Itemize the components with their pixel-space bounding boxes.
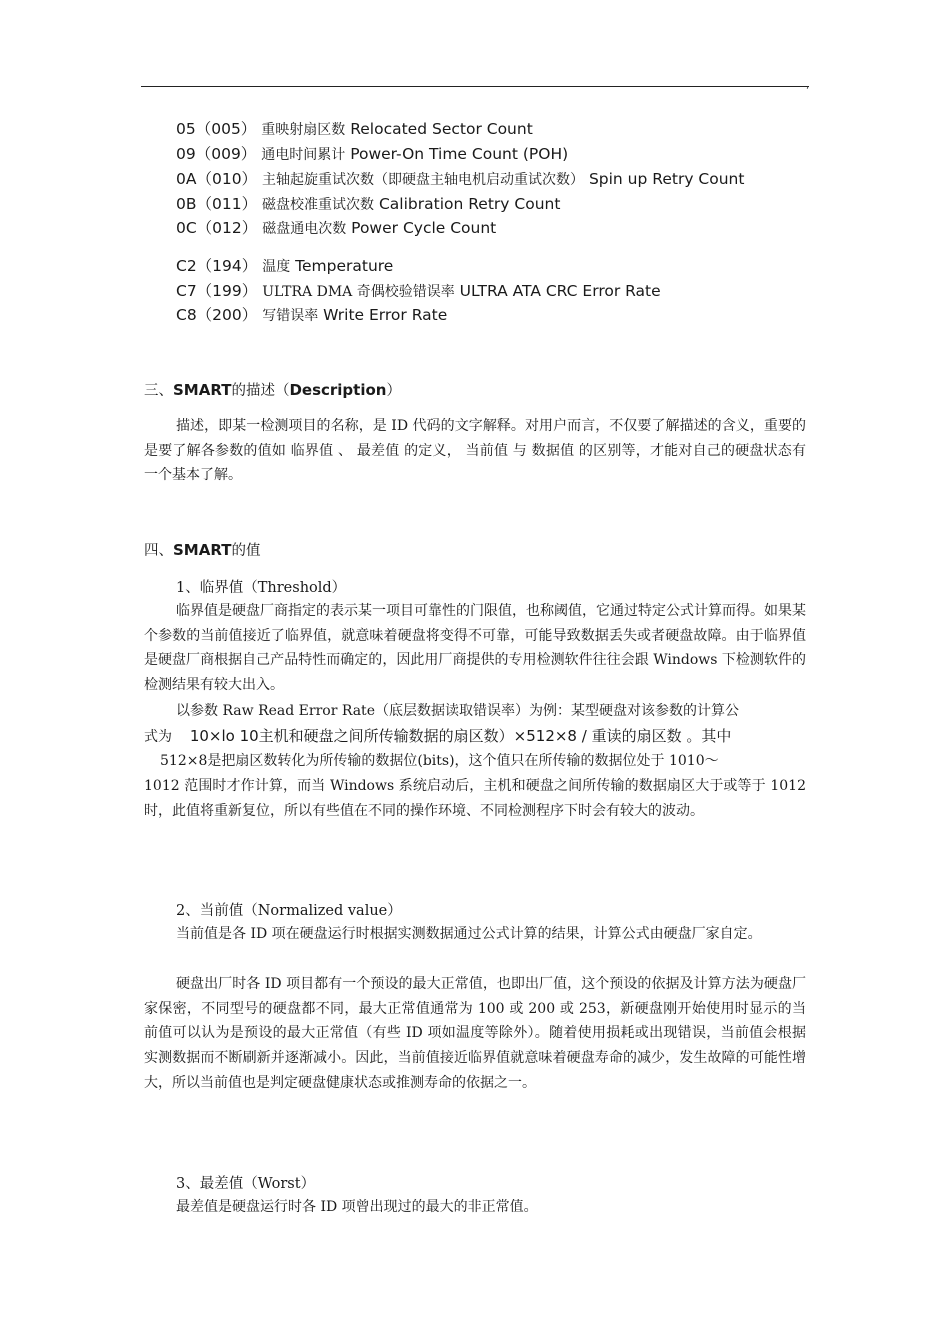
attribute-en: Write Error Rate (323, 306, 448, 324)
description-text: 描述，即某一检测项目的名称，是 ID 代码的文字解释。对用户而言，不仅要了解描述的含义，重要的是要了解各参数的值如 临界值 、 最差值 的定义， 当前值 与 数据值 的区别等，才能对自己的硬盘状态有一个基本了解。 (144, 418, 806, 484)
attribute-en: Temperature (295, 257, 394, 275)
attribute-row (176, 194, 560, 215)
normalized-text-2: 硬盘出厂时各 ID 项目都有一个预设的最大正常值，也即出厂值，这个预设的依据及计算方法为硬盘厂家保密，不同型号的硬盘都不同，最大正常值通常为 100 或 200 或 253，新硬盘刚开始使用时显示的当前值可以认为是预设的最大正常值（有些 ID 项如温度等除外）。随着使用损耗或出现错误，当前值会根据实测数据而不断刷新并逐渐减小。因此，当前值接近临界值就意味着硬盘寿命的减少，发生故障的可能性增大，所以当前值也是判定硬盘健康状态或推测寿命的依据之一。 (144, 976, 806, 1091)
attribute-row (176, 256, 393, 277)
normalized-paragraph-1 (144, 922, 806, 947)
attribute-cn: ULTRA DMA 奇偶校验错误率 (262, 284, 455, 300)
threshold-paragraph-1 (144, 599, 806, 698)
threshold-formula-line3 (160, 749, 810, 774)
threshold-title: 1、临界值（Threshold） (176, 580, 347, 596)
heading-mid: 的描述（ (231, 383, 290, 399)
attribute-code: 09（009） (176, 145, 257, 163)
normalized-paragraph-2 (144, 972, 806, 1096)
attribute-row (176, 144, 568, 165)
attribute-code: C2（194） (176, 257, 258, 275)
heading-suffix: 的值 (231, 543, 261, 559)
heading-bold: SMART (173, 381, 232, 399)
heading-prefix: 三、 (144, 383, 173, 399)
attribute-cn: 磁盘通电次数 (262, 221, 347, 237)
heading-suffix: ） (386, 383, 401, 399)
attribute-en: Power-On Time Count (POH) (350, 145, 569, 163)
threshold-text-1: 临界值是硬盘厂商指定的表示某一项目可靠性的门限值，也称阈值，它通过特定公式计算而得。如果某个参数的当前值接近了临界值，就意味着硬盘将变得不可靠，可能导致数据丢失或者硬盘故障。由于临界值是硬盘厂商根据自己产品特性而确定的，因此用厂商提供的专用检测软件往往会跟 Windows 下检测软件的检测结果有较大出入。 (144, 603, 806, 694)
attribute-row (176, 169, 744, 190)
worst-title: 3、最差值（Worst） (176, 1176, 316, 1192)
attribute-code: C7（199） (176, 282, 258, 300)
attribute-code: 0B（011） (176, 195, 258, 213)
attribute-cn: 磁盘校准重试次数 (262, 197, 375, 213)
attribute-row (176, 119, 533, 140)
threshold-text-2a: 以参数 Raw Read Error Rate（底层数据读取错误率）为例：某型硬盘对该参数的计算公 (176, 703, 739, 719)
threshold-text-2c: 512×8是把扇区数转化为所传输的数据位(bits)，这个值只在所传输的数据位处于 1010～ (160, 753, 719, 769)
description-paragraph (144, 414, 806, 488)
attribute-en: ULTRA ATA CRC Error Rate (459, 282, 661, 300)
heading-prefix: 四、 (144, 543, 173, 559)
attribute-cn: 通电时间累计 (261, 147, 346, 163)
threshold-formula-line1 (144, 699, 806, 724)
attribute-code: C8（200） (176, 306, 258, 324)
attribute-cn: 温度 (262, 259, 291, 275)
normalized-title: 2、当前值（Normalized value） (176, 903, 402, 919)
section-heading-description (144, 379, 401, 400)
header-rule (141, 86, 809, 87)
threshold-paragraph-2-rest (144, 774, 806, 823)
attribute-en: Spin up Retry Count (588, 170, 745, 188)
threshold-text-2b: 式为 (144, 729, 172, 745)
attribute-row (176, 305, 447, 326)
header-mark: , (806, 80, 810, 91)
attribute-row (176, 218, 496, 239)
heading-bold: SMART (173, 541, 232, 559)
attribute-code: 0A（010） (176, 170, 258, 188)
attribute-code: 05（005） (176, 120, 257, 138)
formula-text: 10×lo 10主机和硬盘之间所传输数据的扇区数）×512×8 / 重读的扇区数 。其中 (189, 727, 732, 745)
attribute-cn: 重映射扇区数 (261, 122, 346, 138)
attribute-en: Relocated Sector Count (350, 120, 533, 138)
attribute-cn: 写错误率 (262, 308, 319, 324)
normalized-text-1: 当前值是各 ID 项在硬盘运行时根据实测数据通过公式计算的结果，计算公式由硬盘厂家自定。 (176, 926, 762, 942)
attribute-row (176, 281, 661, 302)
section-heading-values (144, 539, 260, 560)
attribute-en: Power Cycle Count (351, 219, 497, 237)
threshold-formula-line2 (144, 724, 806, 750)
worst-paragraph: 最差值是硬盘运行时各 ID 项曾出现过的最大的非正常值。 (176, 1199, 538, 1215)
attribute-en: Calibration Retry Count (378, 195, 561, 213)
threshold-text-2d: 1012 范围时才作计算，而当 Windows 系统启动后，主机和硬盘之间所传输的数据扇区大于或等于 1012 时，此值将重新复位，所以有些值在不同的操作环境、不同检测程序下时会有较大的波动。 (144, 778, 806, 819)
attribute-code: 0C（012） (176, 219, 258, 237)
attribute-cn: 主轴起旋重试次数（即硬盘主轴电机启动重试次数） (262, 172, 584, 188)
heading-bold2: Description (289, 381, 387, 399)
